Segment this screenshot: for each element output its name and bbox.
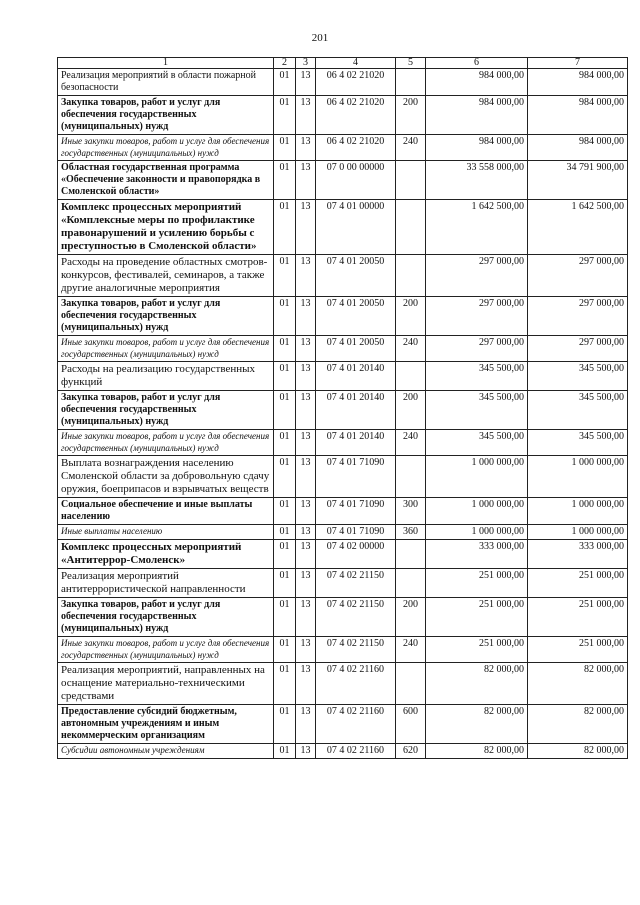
expense-type-code — [396, 362, 426, 391]
subsection-code: 13 — [296, 336, 316, 362]
section-code: 01 — [274, 569, 296, 598]
target-article-code: 07 4 02 21150 — [316, 569, 396, 598]
table-row — [58, 135, 628, 161]
subsection-code: 13 — [296, 663, 316, 705]
target-article-code: 06 4 02 21020 — [316, 135, 396, 161]
subsection-code: 13 — [296, 297, 316, 336]
amount-year-1: 345 500,00 — [426, 391, 528, 430]
subsection-code: 13 — [296, 498, 316, 525]
expense-type-code — [396, 69, 426, 96]
amount-year-1: 251 000,00 — [426, 569, 528, 598]
expense-name: Иные выплаты населению — [58, 525, 274, 540]
target-article-code: 07 4 02 21160 — [316, 744, 396, 759]
expense-name: Субсидии автономным учреждениям — [58, 744, 274, 759]
section-code: 01 — [274, 69, 296, 96]
section-code: 01 — [274, 336, 296, 362]
section-code: 01 — [274, 391, 296, 430]
amount-year-1: 297 000,00 — [426, 336, 528, 362]
table-row — [58, 96, 628, 135]
subsection-code: 13 — [296, 456, 316, 498]
expense-name: Расходы на реализацию государственных функций — [58, 362, 274, 391]
subsection-code: 13 — [296, 569, 316, 598]
amount-year-2: 297 000,00 — [528, 255, 628, 297]
section-code: 01 — [274, 135, 296, 161]
target-article-code: 07 0 00 00000 — [316, 161, 396, 200]
amount-year-1: 1 000 000,00 — [426, 525, 528, 540]
subsection-code: 13 — [296, 161, 316, 200]
expense-type-code: 200 — [396, 391, 426, 430]
expense-name: Закупка товаров, работ и услуг для обеспечения государственных (муниципальных) нужд — [58, 391, 274, 430]
section-code: 01 — [274, 161, 296, 200]
amount-year-2: 251 000,00 — [528, 598, 628, 637]
expense-type-code: 240 — [396, 637, 426, 663]
table-row — [58, 430, 628, 456]
table-row — [58, 525, 628, 540]
amount-year-2: 82 000,00 — [528, 744, 628, 759]
column-header: 4 — [316, 58, 396, 69]
amount-year-2: 333 000,00 — [528, 540, 628, 569]
expense-name: Реализация мероприятий в области пожарной безопасности — [58, 69, 274, 96]
section-code: 01 — [274, 200, 296, 255]
table-row — [58, 297, 628, 336]
target-article-code: 07 4 01 20050 — [316, 255, 396, 297]
amount-year-1: 82 000,00 — [426, 705, 528, 744]
expense-name: Иные закупки товаров, работ и услуг для обеспечения государственных (муниципальных) нужд — [58, 135, 274, 161]
subsection-code: 13 — [296, 705, 316, 744]
amount-year-2: 251 000,00 — [528, 569, 628, 598]
expense-name: Закупка товаров, работ и услуг для обеспечения государственных (муниципальных) нужд — [58, 297, 274, 336]
expense-name: Социальное обеспечение и иные выплаты населению — [58, 498, 274, 525]
amount-year-1: 82 000,00 — [426, 663, 528, 705]
amount-year-2: 1 000 000,00 — [528, 456, 628, 498]
amount-year-2: 82 000,00 — [528, 663, 628, 705]
section-code: 01 — [274, 598, 296, 637]
table-row — [58, 663, 628, 705]
amount-year-1: 82 000,00 — [426, 744, 528, 759]
expense-type-code — [396, 255, 426, 297]
table-row — [58, 744, 628, 759]
section-code: 01 — [274, 456, 296, 498]
amount-year-1: 984 000,00 — [426, 96, 528, 135]
target-article-code: 07 4 02 21150 — [316, 598, 396, 637]
target-article-code: 07 4 01 00000 — [316, 200, 396, 255]
subsection-code: 13 — [296, 598, 316, 637]
subsection-code: 13 — [296, 200, 316, 255]
table-row — [58, 69, 628, 96]
target-article-code: 07 4 01 20050 — [316, 297, 396, 336]
subsection-code: 13 — [296, 135, 316, 161]
table-row — [58, 540, 628, 569]
amount-year-2: 297 000,00 — [528, 336, 628, 362]
amount-year-1: 984 000,00 — [426, 135, 528, 161]
amount-year-1: 297 000,00 — [426, 297, 528, 336]
target-article-code: 07 4 02 21160 — [316, 663, 396, 705]
table-row — [58, 362, 628, 391]
subsection-code: 13 — [296, 744, 316, 759]
budget-table — [57, 57, 628, 759]
expense-name: Иные закупки товаров, работ и услуг для обеспечения государственных (муниципальных) нужд — [58, 430, 274, 456]
amount-year-2: 345 500,00 — [528, 362, 628, 391]
amount-year-2: 984 000,00 — [528, 96, 628, 135]
subsection-code: 13 — [296, 430, 316, 456]
target-article-code: 07 4 02 00000 — [316, 540, 396, 569]
amount-year-1: 1 642 500,00 — [426, 200, 528, 255]
amount-year-1: 345 500,00 — [426, 362, 528, 391]
amount-year-2: 251 000,00 — [528, 637, 628, 663]
target-article-code: 07 4 01 20140 — [316, 430, 396, 456]
column-header: 5 — [396, 58, 426, 69]
subsection-code: 13 — [296, 525, 316, 540]
section-code: 01 — [274, 96, 296, 135]
page-number: 201 — [311, 32, 329, 44]
table-row — [58, 705, 628, 744]
expense-type-code: 240 — [396, 135, 426, 161]
amount-year-2: 984 000,00 — [528, 69, 628, 96]
expense-type-code: 300 — [396, 498, 426, 525]
subsection-code: 13 — [296, 637, 316, 663]
table-row — [58, 456, 628, 498]
expense-name: Комплекс процессных мероприятий «Комплексные меры по профилактике правонарушений и усилению борьбы с преступностью в Смоленской области» — [58, 200, 274, 255]
amount-year-2: 34 791 900,00 — [528, 161, 628, 200]
expense-type-code: 200 — [396, 96, 426, 135]
amount-year-1: 345 500,00 — [426, 430, 528, 456]
expense-type-code: 360 — [396, 525, 426, 540]
expense-type-code — [396, 663, 426, 705]
table-row — [58, 161, 628, 200]
target-article-code: 07 4 01 71090 — [316, 525, 396, 540]
expense-name: Выплата вознаграждения населению Смоленской области за добровольную сдачу оружия, боеприпасов и взрывчатых веществ — [58, 456, 274, 498]
column-header: 2 — [274, 58, 296, 69]
section-code: 01 — [274, 362, 296, 391]
section-code: 01 — [274, 744, 296, 759]
amount-year-1: 297 000,00 — [426, 255, 528, 297]
amount-year-1: 33 558 000,00 — [426, 161, 528, 200]
subsection-code: 13 — [296, 255, 316, 297]
amount-year-2: 82 000,00 — [528, 705, 628, 744]
section-code: 01 — [274, 255, 296, 297]
column-header: 3 — [296, 58, 316, 69]
amount-year-2: 1 000 000,00 — [528, 498, 628, 525]
amount-year-1: 251 000,00 — [426, 598, 528, 637]
expense-name: Предоставление субсидий бюджетным, автономным учреждениям и иным некоммерческим организациям — [58, 705, 274, 744]
amount-year-1: 251 000,00 — [426, 637, 528, 663]
table-row — [58, 391, 628, 430]
target-article-code: 07 4 02 21160 — [316, 705, 396, 744]
section-code: 01 — [274, 540, 296, 569]
amount-year-2: 1 000 000,00 — [528, 525, 628, 540]
table-row — [58, 637, 628, 663]
target-article-code: 07 4 01 20140 — [316, 391, 396, 430]
expense-type-code: 200 — [396, 297, 426, 336]
expense-type-code — [396, 569, 426, 598]
amount-year-2: 984 000,00 — [528, 135, 628, 161]
subsection-code: 13 — [296, 362, 316, 391]
section-code: 01 — [274, 498, 296, 525]
expense-type-code: 240 — [396, 336, 426, 362]
subsection-code: 13 — [296, 540, 316, 569]
expense-name: Реализация мероприятий, направленных на оснащение материально-техническими средствами — [58, 663, 274, 705]
target-article-code: 07 4 02 21150 — [316, 637, 396, 663]
amount-year-1: 333 000,00 — [426, 540, 528, 569]
expense-name: Областная государственная программа «Обеспечение законности и правопорядка в Смоленской области» — [58, 161, 274, 200]
target-article-code: 07 4 01 71090 — [316, 498, 396, 525]
amount-year-2: 345 500,00 — [528, 391, 628, 430]
expense-name: Комплекс процессных мероприятий «Антитеррор-Смоленск» — [58, 540, 274, 569]
expense-type-code: 200 — [396, 598, 426, 637]
table-row — [58, 336, 628, 362]
column-header: 6 — [426, 58, 528, 69]
table-row — [58, 569, 628, 598]
target-article-code: 06 4 02 21020 — [316, 96, 396, 135]
amount-year-1: 1 000 000,00 — [426, 456, 528, 498]
section-code: 01 — [274, 637, 296, 663]
target-article-code: 07 4 01 20140 — [316, 362, 396, 391]
expense-name: Закупка товаров, работ и услуг для обеспечения государственных (муниципальных) нужд — [58, 598, 274, 637]
expense-type-code — [396, 161, 426, 200]
amount-year-1: 984 000,00 — [426, 69, 528, 96]
column-header: 1 — [58, 58, 274, 69]
subsection-code: 13 — [296, 391, 316, 430]
expense-type-code: 600 — [396, 705, 426, 744]
amount-year-2: 345 500,00 — [528, 430, 628, 456]
expense-type-code: 620 — [396, 744, 426, 759]
header-row — [58, 58, 628, 69]
table-row — [58, 498, 628, 525]
expense-name: Расходы на проведение областных смотров-конкурсов, фестивалей, семинаров, а также другие аналогичные мероприятия — [58, 255, 274, 297]
expense-type-code: 240 — [396, 430, 426, 456]
target-article-code: 06 4 02 21020 — [316, 69, 396, 96]
table-row — [58, 200, 628, 255]
section-code: 01 — [274, 430, 296, 456]
amount-year-1: 1 000 000,00 — [426, 498, 528, 525]
column-header: 7 — [528, 58, 628, 69]
section-code: 01 — [274, 663, 296, 705]
table-row — [58, 255, 628, 297]
expense-type-code — [396, 456, 426, 498]
expense-name: Иные закупки товаров, работ и услуг для обеспечения государственных (муниципальных) нужд — [58, 637, 274, 663]
expense-name: Реализация мероприятий антитеррористической направленности — [58, 569, 274, 598]
target-article-code: 07 4 01 20050 — [316, 336, 396, 362]
amount-year-2: 297 000,00 — [528, 297, 628, 336]
expense-type-code — [396, 540, 426, 569]
amount-year-2: 1 642 500,00 — [528, 200, 628, 255]
expense-name: Закупка товаров, работ и услуг для обеспечения государственных (муниципальных) нужд — [58, 96, 274, 135]
expense-type-code — [396, 200, 426, 255]
target-article-code: 07 4 01 71090 — [316, 456, 396, 498]
expense-name: Иные закупки товаров, работ и услуг для обеспечения государственных (муниципальных) нужд — [58, 336, 274, 362]
section-code: 01 — [274, 705, 296, 744]
section-code: 01 — [274, 297, 296, 336]
table-row — [58, 598, 628, 637]
section-code: 01 — [274, 525, 296, 540]
subsection-code: 13 — [296, 69, 316, 96]
subsection-code: 13 — [296, 96, 316, 135]
